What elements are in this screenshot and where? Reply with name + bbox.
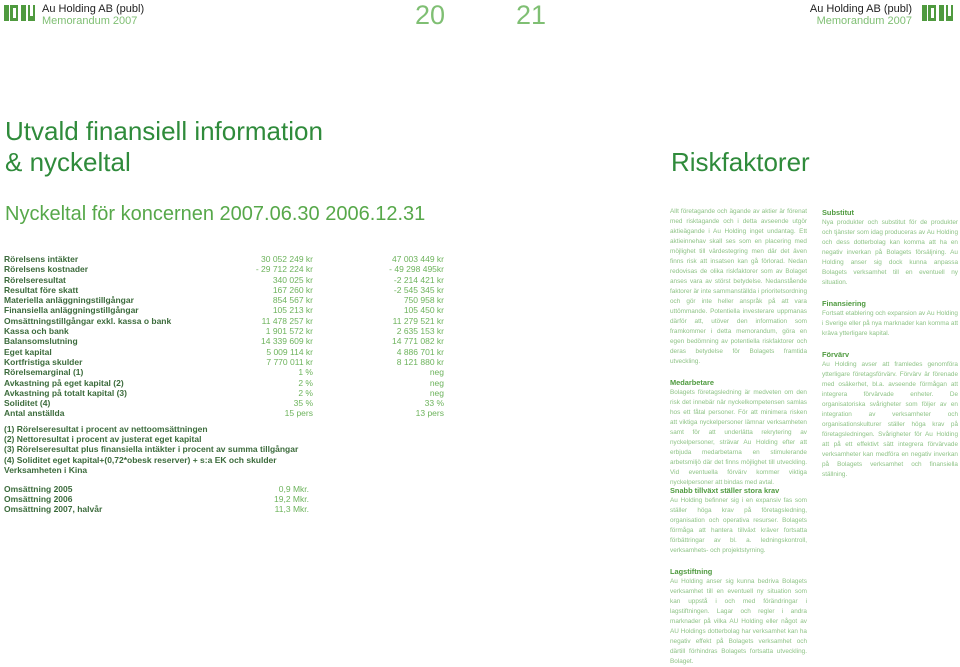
row-label: Soliditet (4) [4, 398, 51, 409]
value-2007: 11 478 257 kr [261, 315, 313, 326]
value-2006: neg [429, 377, 444, 388]
table-row [4, 285, 444, 295]
value-2007: 35 % [293, 398, 313, 409]
risk-column-right [822, 207, 958, 480]
document-name: Memorandum 2007 [42, 15, 138, 27]
heading-finansiering: Finansiering [822, 299, 866, 308]
value-2006: -2 545 345 kr [393, 284, 444, 295]
row-label: Rörelsemarginal (1) [4, 367, 84, 378]
text-finansiering: Fortsatt etablering och expansion av Au Holding i Sverige eller på nya marknader kan komma att kräva ytterligare kapital. [822, 310, 958, 337]
table-row [4, 316, 444, 326]
footnote-line: (4) Soliditet eget kapital+(0,72*obesk reserver) + s:a EK och skulder [4, 454, 277, 465]
turnover-value: 0,9 Mkr. [278, 484, 309, 494]
turnover-value: 11,3 Mkr. [274, 504, 309, 515]
row-label: Balansomslutning [4, 336, 78, 347]
row-label: Eget kapital [4, 346, 52, 357]
row-label: Omsättningstillgångar exkl. kassa o bank [4, 315, 172, 326]
footnote-line: (3) Rörelseresultat plus finansiella intäkter i procent av summa tillgångar [4, 444, 299, 455]
table-row [4, 347, 444, 357]
page-title [5, 116, 323, 178]
value-2007: 5 009 114 kr [266, 346, 313, 357]
risk-column-middle-lower [670, 485, 807, 667]
footnote-line: (1) Rörelseresultat i procent av nettoomsättningen [4, 424, 208, 434]
row-label: Avkastning på eget kapital (2) [4, 377, 124, 388]
risk-intro: Allt företagande och ägande av aktier är förenat med risktagande och i detta avseende utgör aktieägande i Au Holding inget undantag. Ett aktieinnehav skall ses som en placering med möjlighet till värdestegring men där det även finns risk att insatsen kan gå förlorad. Nedan redovisas de olika riskfaktorer som av Bolaget anses vara av störst betydelse. Nedanstående faktorer är inte sammanställda i prioritetsordning och gör inte heller anspråk på att vara uttömmande. Potentiella investerare uppmanas därför att, utöver den information som framkommer i detta memorandum, göra en egen bedömning av potentiella riskfaktorer och deras betydelse för Bolagets framtida utveckling. [670, 208, 807, 365]
value-2006: 2 635 153 kr [396, 326, 444, 337]
table-row [4, 326, 444, 336]
value-2007: 340 025 kr [272, 274, 313, 285]
risk-column-middle [670, 207, 807, 488]
value-2007: 2 % [298, 387, 313, 398]
text-snabb-tillvaxt: Au Holding befinner sig i en expansiv fas som ställer höga krav på företagsledning, organisation och operativa resurser. Bolagets förmåga att hantera tillväxt kräver fortsatta förbättringar av bl. a. ledningskontroll, verksamhets- och projektstyrning. [670, 497, 807, 554]
value-2006: 8 121 880 kr [396, 356, 444, 367]
au-logo-left [4, 4, 36, 22]
value-2007: 167 260 kr [272, 284, 313, 295]
table-row [4, 295, 444, 305]
table-row [4, 398, 444, 408]
turnover-label: Omsättning 2006 [4, 494, 73, 505]
heading-medarbetare: Medarbetare [670, 378, 714, 387]
value-2006: 105 450 kr [403, 305, 444, 316]
heading-substitut: Substitut [822, 208, 855, 217]
text-forvarv: Au Holding avser att framledes genomföra ytterligare företagsförvärv. Förvärv är förenade med osäkerhet, bl.a. avseende förmågan att integrera förvärvade enheter. De organisatoriska svårigheter som följer av en integration av verksamheter och organisationskulturer ställer höga krav på företagsledningen. Svårigheter för Au Holding att på ett effektivt sätt integrera förvärvade verksamheter kan medföra en negativ inverkan på Bolagets verksamhet och finansiella ställning. [822, 361, 958, 478]
turnover-table [4, 484, 309, 515]
key-figures-heading: Nyckeltal för koncernen 2007.06.30 2006.12.31 [5, 203, 426, 225]
page-number-right: 21 [516, 0, 547, 30]
text-substitut: Nya produkter och substitut för de produkter och tjänster som idag produceras av Au Holding och dess dotterbolag kan komma att ha en negativ inverkan på Bolagets försäljning. Au Holding anser sig dock kunna anpassa Bolagets verksamhet till en eventuell ny situation. [822, 219, 958, 286]
footnotes [4, 424, 298, 475]
table-row [4, 336, 444, 346]
table-row [4, 378, 444, 388]
page-title-line2: & nyckeltal [5, 147, 131, 177]
turnover-value: 19,2 Mkr. [274, 494, 309, 505]
au-logo-right [922, 4, 954, 22]
page-number-left: 20 [415, 0, 446, 30]
row-label: Antal anställda [4, 408, 65, 419]
row-label: Kortfristiga skulder [4, 356, 83, 367]
table-row [4, 305, 444, 315]
table-row [4, 264, 444, 274]
row-label: Resultat före skatt [4, 284, 79, 295]
risk-title: Riskfaktorer [671, 147, 810, 177]
page-title-line1: Utvald finansiell information [5, 116, 323, 146]
table-row [4, 367, 444, 377]
heading-snabb-tillvaxt: Snabb tillväxt ställer stora krav [670, 486, 780, 495]
company-name-right: Au Holding AB (publ) [809, 3, 912, 15]
turnover-row [4, 494, 309, 504]
key-figures-table [4, 254, 444, 419]
value-2006: 14 771 082 kr [392, 336, 444, 347]
value-2006: neg [429, 387, 444, 398]
turnover-row [4, 484, 309, 494]
turnover-label: Omsättning 2005 [4, 484, 73, 494]
value-2006: neg [429, 367, 444, 378]
table-row [4, 275, 444, 285]
heading-forvarv: Förvärv [822, 350, 850, 359]
value-2006: 11 279 521 kr [392, 315, 444, 326]
value-2006: 750 958 kr [403, 295, 444, 306]
header-right [810, 3, 912, 27]
value-2006: 13 pers [415, 408, 444, 419]
table-row [4, 254, 444, 264]
text-lagstiftning: Au Holding anser sig kunna bedriva Bolagets verksamhet till en eventuell ny situation som kan uppstå i och med förändringar i lagstiftningen. Lagar och regler i andra marknader på vilka AU Holding eller något av AU Holdings dotterbolag har verksamhet kan ha negativ effekt på Bolagets verksamhet och därtill förhindras Bolagets fortsatta utveckling. Bolaget. [670, 578, 807, 665]
footnote-line: Verksamheten i Kina [4, 464, 88, 475]
value-2007: 2 % [298, 377, 313, 388]
heading-lagstiftning: Lagstiftning [670, 567, 713, 576]
row-label: Avkastning på totalt kapital (3) [4, 387, 127, 398]
footnote-line: (2) Nettoresultat i procent av justerat eget kapital [4, 434, 202, 445]
row-label: Rörelsens kostnader [4, 264, 89, 275]
value-2006: 33 % [424, 398, 444, 409]
value-2007: 105 213 kr [272, 305, 313, 316]
value-2007: 14 339 609 kr [261, 336, 313, 347]
value-2007: 1 901 572 kr [265, 326, 313, 337]
value-2006: 4 886 701 kr [396, 346, 444, 357]
value-2007: 1 % [298, 367, 313, 378]
turnover-label: Omsättning 2007, halvår [4, 504, 103, 515]
value-2006: - 49 298 495kr [389, 264, 444, 275]
value-2006: 47 003 449 kr [392, 254, 444, 264]
text-medarbetare: Bolagets företagsledning är medveten om den risk det innebär när nyckelkompetensen samlas hos ett fåtal personer. För att minimera risken att viktiga nyckelpersoner lämnar verksamheten samt för att underlätta rekrytering av nyckelpersoner, strävar Au Holding efter att erbjuda medarbetarna en stimulerande arbetsmiljö där det finns möjlighet till utveckling. Vid eventuella förvärv kommer viktiga nyckelpersoner att bindas med avtal. [670, 389, 807, 486]
turnover-row [4, 504, 309, 514]
row-label: Rörelseresultat [4, 274, 66, 285]
row-label: Kassa och bank [4, 326, 69, 337]
value-2007: 15 pers [284, 408, 313, 419]
value-2007: - 29 712 224 kr [255, 264, 313, 275]
table-row [4, 408, 444, 418]
row-label: Rörelsens intäkter [4, 254, 79, 264]
document-name-right: Memorandum 2007 [816, 15, 912, 27]
row-label: Finansiella anläggningstillgångar [4, 305, 139, 316]
company-name: Au Holding AB (publ) [42, 3, 145, 15]
value-2007: 854 567 kr [272, 295, 313, 306]
table-row [4, 388, 444, 398]
value-2006: -2 214 421 kr [393, 274, 444, 285]
header-left [42, 3, 144, 27]
value-2007: 7 770 011 kr [266, 356, 313, 367]
value-2007: 30 052 249 kr [261, 254, 313, 264]
table-row [4, 357, 444, 367]
row-label: Materiella anläggningstillgångar [4, 295, 134, 306]
